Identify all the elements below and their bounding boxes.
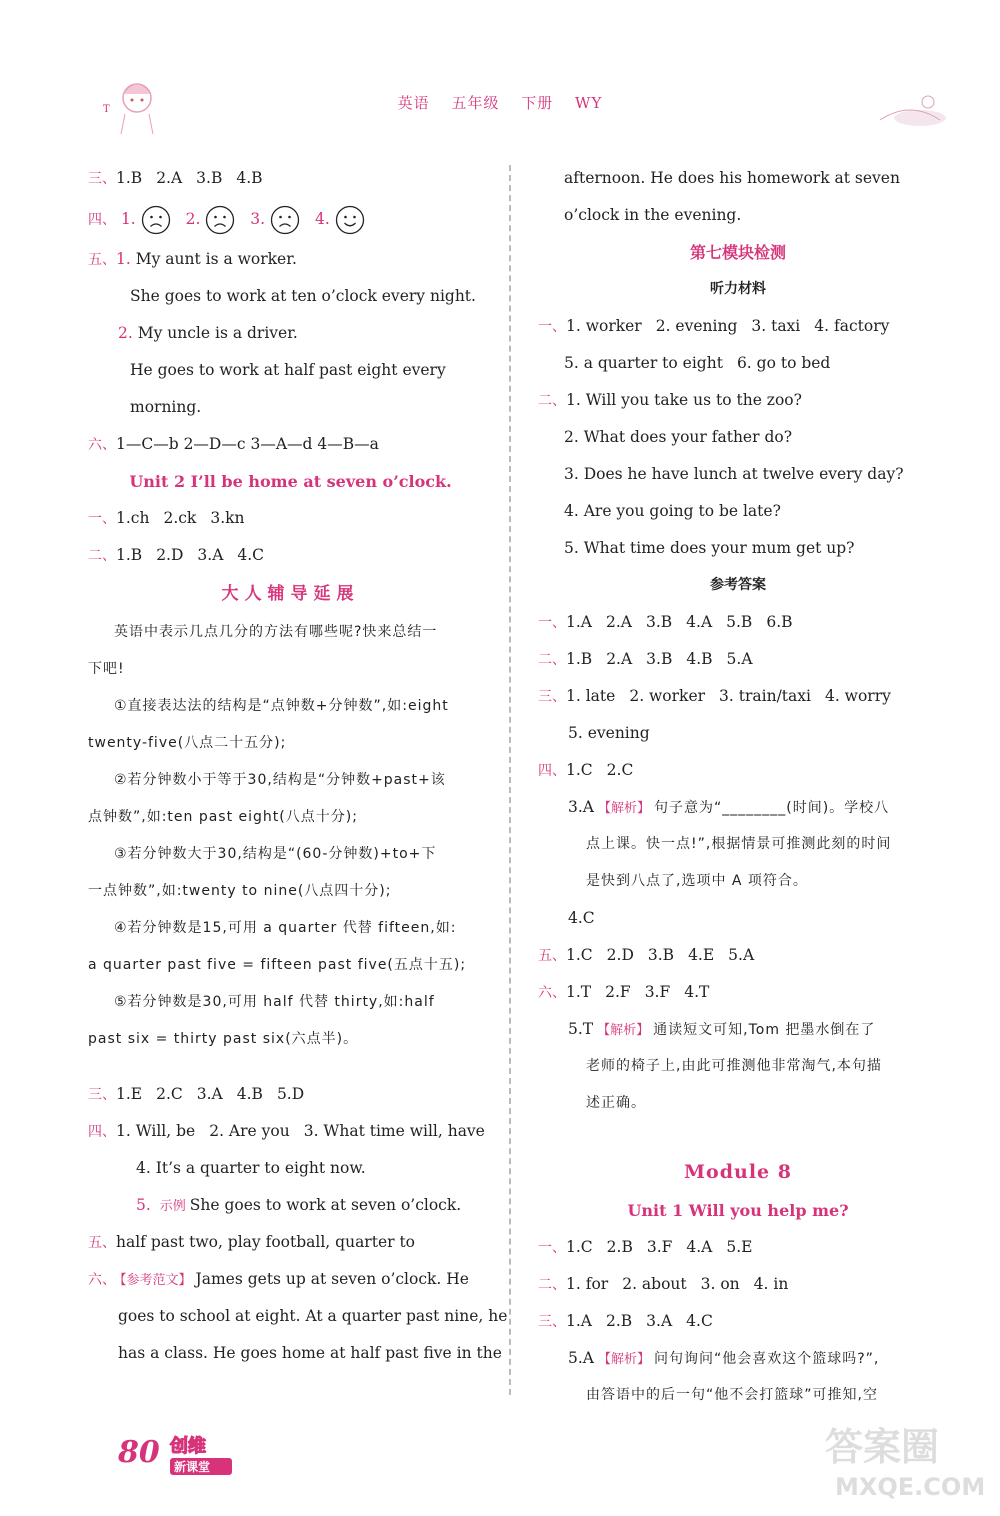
- right-l2: 二、1. Will you take us to the zoo?: [538, 391, 802, 409]
- right-b1: 一、1.C 2.B 3.F 4.A 5.E: [538, 1238, 753, 1256]
- guide-l2b: 点钟数”,如:ten past eight(八点十分);: [88, 809, 358, 825]
- guide-l1a: ①直接表达法的结构是“点钟数+分钟数”,如:eight: [114, 698, 449, 714]
- svg-text:答案圈: 答案圈: [825, 1425, 940, 1469]
- left-s6: 六、1—C—b 2—D—c 3—A—d 4—B—a: [88, 435, 379, 453]
- header-grade: 五年级: [451, 94, 500, 112]
- sad-face-icon: [205, 205, 235, 235]
- right-a4: 四、1.C 2.C: [538, 761, 634, 779]
- right-b3-5: 5.A 【解析】 问句询问“他会喜欢这个篮球吗?”,: [568, 1349, 880, 1367]
- module8-unit1-title: Unit 1 Will you help me?: [627, 1201, 849, 1220]
- guide-l3b: 一点钟数”,如:twenty to nine(八点四十分);: [88, 883, 392, 899]
- right-a6-e2: 老师的椅子上,由此可推测他非常淘气,本句描: [586, 1058, 882, 1074]
- answer-key-title: 参考答案: [710, 577, 766, 593]
- left-column: [88, 160, 508, 1372]
- column-divider: [509, 165, 511, 1395]
- module8-title: Module 8: [684, 1161, 792, 1183]
- right-l1-b: 5. a quarter to eight 6. go to bed: [564, 354, 831, 372]
- left-s3: 三、1.B 2.A 3.B 4.B: [88, 169, 263, 187]
- left-t3: 三、1.E 2.C 3.A 4.B 5.D: [88, 1085, 305, 1103]
- left-s4: 四、 1. 2. 3. 4.: [88, 197, 493, 241]
- left-u1: 一、1.ch 2.ck 3.kn: [88, 509, 245, 527]
- right-a4-e2: 点上课。快一点!”,根据情景可推测此刻的时间: [586, 836, 892, 852]
- right-a6-e3: 述正确。: [586, 1095, 646, 1111]
- right-a4-e3: 是快到八点了,选项中 A 项符合。: [586, 873, 808, 889]
- module7-test-title: 第七模块检测: [689, 243, 786, 262]
- page-number: 80: [118, 1435, 160, 1470]
- unit2-title: Unit 2 I’ll be home at seven o’clock.: [129, 472, 452, 491]
- left-s5-2c: morning.: [130, 398, 202, 416]
- right-a4-4: 4.C: [568, 909, 595, 927]
- listening-material-title: 听力材料: [710, 281, 766, 297]
- right-column: [538, 160, 938, 1414]
- right-a1: 一、1.A 2.A 3.B 4.A 5.B 6.B: [538, 613, 793, 631]
- book-series-logo: [166, 1432, 244, 1478]
- left-u2: 二、1.B 2.D 3.A 4.C: [88, 546, 265, 564]
- right-a3: 三、1. late 2. worker 3. train/taxi 4. worry: [538, 687, 891, 705]
- left-s5-2: 2. My uncle is a driver.: [118, 324, 298, 342]
- svg-text:T: T: [103, 104, 110, 115]
- guide-p1b: 下吧!: [88, 661, 125, 677]
- right-a5: 五、1.C 2.D 3.B 4.E 5.A: [538, 946, 755, 964]
- left-s5-2b: He goes to work at half past eight every: [130, 361, 446, 379]
- header-subject: 英语: [397, 94, 430, 112]
- guide-title: 大人辅导延展: [221, 584, 360, 604]
- sad-face-icon: [270, 205, 300, 235]
- left-s5-1b: She goes to work at ten o’clock every night.: [130, 287, 476, 305]
- right-b3: 三、1.A 2.B 3.A 4.C: [538, 1312, 713, 1330]
- guide-l4a: ④若分钟数是15,可用 a quarter 代替 fifteen,如:: [114, 920, 457, 936]
- svg-text:创维: 创维: [170, 1436, 206, 1457]
- page-header: [0, 92, 1000, 113]
- watermark-logo: [820, 1410, 990, 1505]
- left-t5: 五、half past two, play football, quarter to: [88, 1233, 416, 1251]
- right-l2-q3: 3. Does he have lunch at twelve every day?: [564, 465, 904, 483]
- right-b3-e2: 由答语中的后一句“他不会打篮球”可推知,空: [586, 1387, 878, 1403]
- right-l2-q2: 2. What does your father do?: [564, 428, 793, 446]
- right-b2: 二、1. for 2. about 3. on 4. in: [538, 1275, 789, 1293]
- guide-p1a: 英语中表示几点几分的方法有哪些呢?快来总结一: [114, 624, 438, 640]
- guide-l5b: past six = thirty past six(六点半)。: [88, 1031, 359, 1047]
- guide-l2a: ②若分钟数小于等于30,结构是“分钟数+past+该: [114, 772, 446, 788]
- left-t6-l2: goes to school at eight. At a quarter past nine, he: [118, 1307, 508, 1325]
- guide-l1b: twenty-five(八点二十五分);: [88, 735, 287, 751]
- guide-l5a: ⑤若分钟数是30,可用 half 代替 thirty,如:half: [114, 994, 435, 1010]
- guide-l3a: ③若分钟数大于30,结构是“(60-分钟数)+to+下: [114, 846, 437, 862]
- left-t6: 六、 【参考范文】 James gets up at seven o’clock. He: [88, 1270, 469, 1288]
- guide-l4b: a quarter past five = fifteen past five(五点十五);: [88, 957, 467, 973]
- right-l2-q4: 4. Are you going to be late?: [564, 502, 781, 520]
- right-a4-3: 3.A 【解析】 句子意为“________(时间)。学校八: [568, 798, 890, 816]
- svg-text:新课堂: 新课堂: [174, 1460, 211, 1474]
- right-a2: 二、1.B 2.A 3.B 4.B 5.A: [538, 650, 753, 668]
- left-t4-4: 4. It’s a quarter to eight now.: [136, 1159, 366, 1177]
- left-t4-5: 5. 示例 She goes to work at seven o’clock.: [136, 1196, 462, 1214]
- right-l1: 一、1. worker 2. evening 3. taxi 4. factory: [538, 317, 890, 335]
- header-edition: WY: [575, 94, 603, 112]
- right-cont2: o’clock in the evening.: [564, 206, 742, 224]
- right-l2-q5: 5. What time does your mum get up?: [564, 539, 855, 557]
- right-cont1: afternoon. He does his homework at seven: [564, 169, 900, 187]
- right-a6-5: 5.T 【解析】 通读短文可知,Tom 把墨水倒在了: [568, 1020, 876, 1038]
- sad-face-icon: [141, 205, 171, 235]
- left-s5-1: 五、1. My aunt is a worker.: [88, 250, 297, 268]
- left-t6-l3: has a class. He goes home at half past five in the: [118, 1344, 502, 1362]
- happy-face-icon: [335, 205, 365, 235]
- svg-text:MXQE.COM: MXQE.COM: [835, 1473, 986, 1501]
- right-a6: 六、1.T 2.F 3.F 4.T: [538, 983, 710, 1001]
- header-volume: 下册: [521, 94, 554, 112]
- left-t4: 四、1. Will, be 2. Are you 3. What time will, have: [88, 1122, 485, 1140]
- right-a3-5: 5. evening: [568, 724, 650, 742]
